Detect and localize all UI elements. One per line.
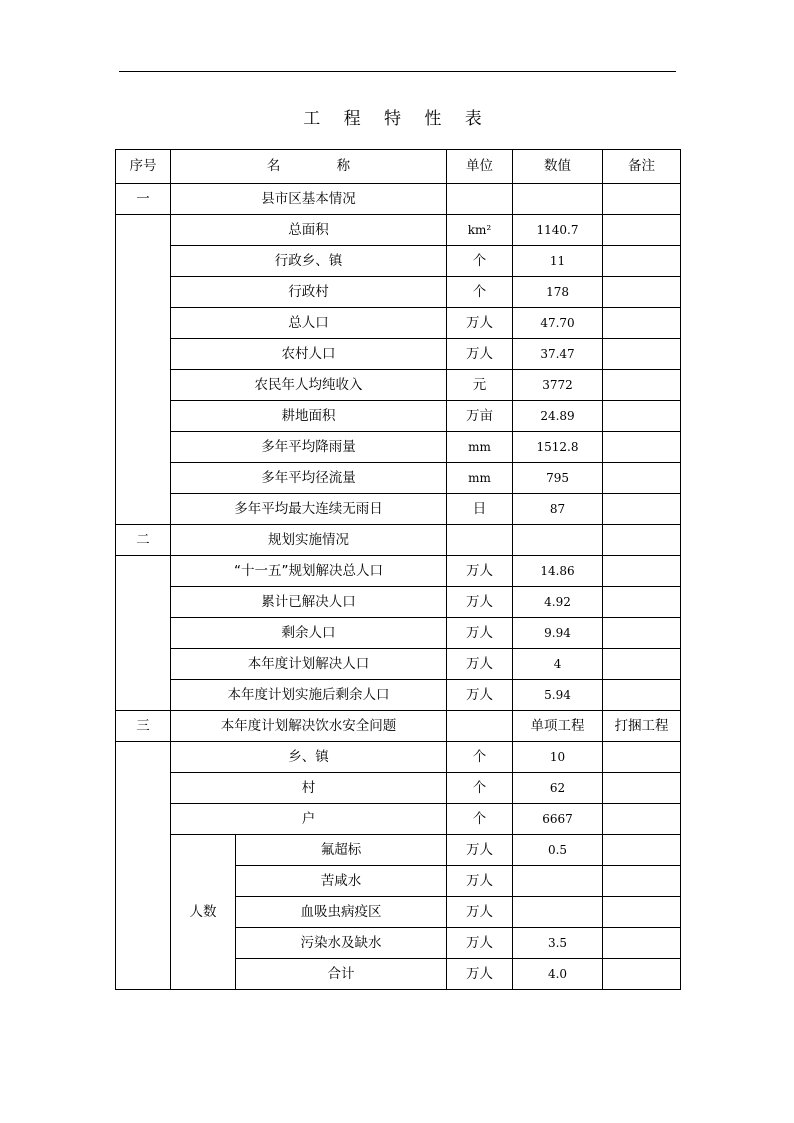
row-unit: 个 — [447, 742, 513, 773]
row-value: 3772 — [513, 370, 603, 401]
row-note — [603, 308, 681, 339]
table-row — [116, 215, 681, 246]
row-unit: 个 — [447, 246, 513, 277]
row-note — [603, 339, 681, 370]
table-row — [116, 804, 681, 835]
row-name: “十一五”规划解决总人口 — [171, 556, 447, 587]
header-value: 数值 — [513, 150, 603, 184]
value-subheader: 单项工程 — [513, 711, 603, 742]
row-name: 多年平均最大连续无雨日 — [171, 494, 447, 525]
table-row — [116, 494, 681, 525]
section-row — [116, 525, 681, 556]
row-name: 血吸虫病疫区 — [236, 897, 447, 928]
row-note — [603, 680, 681, 711]
table-row — [116, 556, 681, 587]
row-note — [603, 246, 681, 277]
row-value: 4.0 — [513, 959, 603, 990]
row-value: 62 — [513, 773, 603, 804]
row-value: 10 — [513, 742, 603, 773]
row-name: 总面积 — [171, 215, 447, 246]
row-note — [603, 587, 681, 618]
seq-blank — [116, 742, 171, 990]
row-unit: mm — [447, 432, 513, 463]
row-unit: 个 — [447, 773, 513, 804]
row-value: 37.47 — [513, 339, 603, 370]
row-unit: 日 — [447, 494, 513, 525]
table-row — [116, 680, 681, 711]
header-rule — [119, 71, 676, 72]
table-header-row — [116, 150, 681, 184]
row-value: 4.92 — [513, 587, 603, 618]
row-name: 行政乡、镇 — [171, 246, 447, 277]
seq-blank — [116, 556, 171, 711]
table-row — [116, 401, 681, 432]
row-name: 本年度计划实施后剩余人口 — [171, 680, 447, 711]
row-note — [603, 401, 681, 432]
row-value: 14.86 — [513, 556, 603, 587]
row-unit: 万亩 — [447, 401, 513, 432]
row-value: 795 — [513, 463, 603, 494]
row-name: 乡、镇 — [171, 742, 447, 773]
row-unit: 万人 — [447, 680, 513, 711]
row-unit: 个 — [447, 804, 513, 835]
row-value: 6667 — [513, 804, 603, 835]
row-name: 本年度计划解决人口 — [171, 649, 447, 680]
spec-table — [115, 149, 681, 990]
header-name: 名 称 — [171, 150, 447, 184]
row-unit: 万人 — [447, 897, 513, 928]
table-row — [116, 432, 681, 463]
row-value: 0.5 — [513, 835, 603, 866]
row-note — [603, 370, 681, 401]
row-note — [603, 928, 681, 959]
row-name: 行政村 — [171, 277, 447, 308]
section-seq: 三 — [116, 711, 171, 742]
table-row — [116, 246, 681, 277]
row-value: 178 — [513, 277, 603, 308]
table-row — [116, 463, 681, 494]
section-seq: 二 — [116, 525, 171, 556]
row-name: 氟超标 — [236, 835, 447, 866]
row-note — [603, 556, 681, 587]
row-note — [603, 277, 681, 308]
row-note — [603, 897, 681, 928]
row-note — [603, 959, 681, 990]
row-value — [513, 897, 603, 928]
row-unit: 万人 — [447, 649, 513, 680]
row-name: 累计已解决人口 — [171, 587, 447, 618]
row-note — [603, 432, 681, 463]
row-note — [603, 494, 681, 525]
row-unit: 个 — [447, 277, 513, 308]
row-unit: 万人 — [447, 618, 513, 649]
page-title: 工 程 特 性 表 — [303, 109, 491, 129]
row-note — [603, 742, 681, 773]
row-value: 1140.7 — [513, 215, 603, 246]
row-name: 多年平均径流量 — [171, 463, 447, 494]
table-row — [116, 339, 681, 370]
row-name: 苦咸水 — [236, 866, 447, 897]
row-note — [603, 463, 681, 494]
table-row — [116, 618, 681, 649]
seq-blank — [116, 215, 171, 525]
section-row — [116, 711, 681, 742]
row-note — [603, 649, 681, 680]
table-row — [116, 835, 681, 866]
table-row — [116, 277, 681, 308]
section-name: 县市区基本情况 — [171, 184, 447, 215]
row-note — [603, 866, 681, 897]
row-value — [513, 866, 603, 897]
row-value: 47.70 — [513, 308, 603, 339]
row-value: 24.89 — [513, 401, 603, 432]
row-value: 87 — [513, 494, 603, 525]
row-note — [603, 618, 681, 649]
section-name: 规划实施情况 — [171, 525, 447, 556]
header-unit: 单位 — [447, 150, 513, 184]
row-unit: 万人 — [447, 339, 513, 370]
row-unit: 万人 — [447, 556, 513, 587]
section-seq: 一 — [116, 184, 171, 215]
people-label: 人数 — [171, 835, 236, 990]
section-row — [116, 184, 681, 215]
row-name: 农村人口 — [171, 339, 447, 370]
row-value: 9.94 — [513, 618, 603, 649]
note-subheader: 打捆工程 — [603, 711, 681, 742]
row-value: 4 — [513, 649, 603, 680]
row-unit: 万人 — [447, 587, 513, 618]
row-unit: mm — [447, 463, 513, 494]
row-name: 户 — [171, 804, 447, 835]
row-note — [603, 773, 681, 804]
table-row — [116, 587, 681, 618]
row-name: 总人口 — [171, 308, 447, 339]
row-unit: 元 — [447, 370, 513, 401]
row-unit: 万人 — [447, 928, 513, 959]
table-row — [116, 370, 681, 401]
header-seq: 序号 — [116, 150, 171, 184]
row-value: 3.5 — [513, 928, 603, 959]
row-name: 合计 — [236, 959, 447, 990]
section-name: 本年度计划解决饮水安全问题 — [171, 711, 447, 742]
row-value: 5.94 — [513, 680, 603, 711]
row-value: 11 — [513, 246, 603, 277]
table-row — [116, 308, 681, 339]
row-unit: 万人 — [447, 866, 513, 897]
row-unit: 万人 — [447, 959, 513, 990]
row-note — [603, 215, 681, 246]
row-name: 耕地面积 — [171, 401, 447, 432]
row-name: 剩余人口 — [171, 618, 447, 649]
table-row — [116, 649, 681, 680]
header-note: 备注 — [603, 150, 681, 184]
row-name: 村 — [171, 773, 447, 804]
row-note — [603, 804, 681, 835]
row-unit: 万人 — [447, 835, 513, 866]
row-name: 农民年人均纯收入 — [171, 370, 447, 401]
row-name: 污染水及缺水 — [236, 928, 447, 959]
row-name: 多年平均降雨量 — [171, 432, 447, 463]
row-unit: 万人 — [447, 308, 513, 339]
table-row — [116, 773, 681, 804]
table-row — [116, 742, 681, 773]
row-value: 1512.8 — [513, 432, 603, 463]
row-note — [603, 835, 681, 866]
row-unit: km² — [447, 215, 513, 246]
